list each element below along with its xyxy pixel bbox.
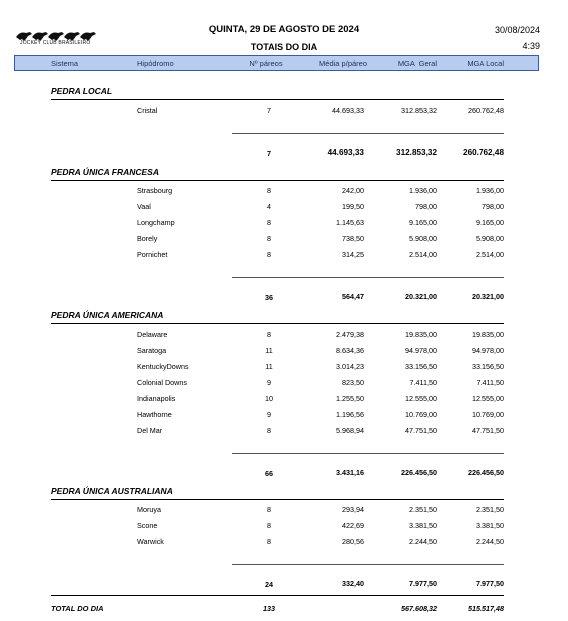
col-mga-geral: MGA Geral <box>397 59 437 68</box>
mga-geral: 94.978,00 <box>405 346 437 355</box>
races-count: 8 <box>267 218 271 227</box>
mga-local: 3.381,50 <box>476 521 504 530</box>
subtotal-mga-geral: 20.321,00 <box>405 292 437 301</box>
col-pareos: Nº páreos <box>249 59 283 68</box>
subtotal-avg: 564,47 <box>342 292 364 301</box>
mga-geral: 2.244,50 <box>409 537 437 546</box>
subtotal-avg: 332,40 <box>342 579 364 588</box>
races-count: 8 <box>267 505 271 514</box>
avg-per-race: 738,50 <box>342 234 364 243</box>
track-name: KentuckyDowns <box>137 362 189 371</box>
section-title: PEDRA ÚNICA FRANCESA <box>51 167 159 177</box>
mga-geral: 2.514,00 <box>409 250 437 259</box>
grand-total-rule <box>51 595 504 596</box>
mga-geral: 19.835,00 <box>405 330 437 339</box>
races-count: 4 <box>267 202 271 211</box>
section-title: PEDRA ÚNICA AUSTRALIANA <box>51 486 173 496</box>
track-name: Pornichet <box>137 250 168 259</box>
races-count: 8 <box>267 250 271 259</box>
subtotal-races: 24 <box>265 580 273 589</box>
avg-per-race: 823,50 <box>342 378 364 387</box>
mga-geral: 12.555,00 <box>405 394 437 403</box>
mga-local: 19.835,00 <box>472 330 504 339</box>
subtotal-races: 7 <box>267 149 271 158</box>
col-media: Média p/páreo <box>319 59 367 68</box>
track-name: Indianapolis <box>137 394 176 403</box>
mga-geral: 7.411,50 <box>409 378 437 387</box>
mga-geral: 3.381,50 <box>409 521 437 530</box>
mga-local: 7.411,50 <box>476 378 504 387</box>
avg-per-race: 2.479,38 <box>336 330 364 339</box>
avg-per-race: 8.634,36 <box>336 346 364 355</box>
track-name: Warwick <box>137 537 164 546</box>
logo-caption: JOCKEY CLUB BRASILEIRO <box>20 40 91 46</box>
avg-per-race: 5.968,94 <box>336 426 364 435</box>
track-name: Cristal <box>137 106 158 115</box>
track-name: Saratoga <box>137 346 167 355</box>
track-name: Borely <box>137 234 158 243</box>
avg-per-race: 1.196,56 <box>336 410 364 419</box>
track-name: Strasbourg <box>137 186 173 195</box>
avg-per-race: 314,25 <box>342 250 364 259</box>
subtotal-mga-local: 226.456,50 <box>468 468 504 477</box>
section-underline <box>51 499 504 500</box>
print-time: 4:39 <box>522 41 540 51</box>
report-title: TOTAIS DO DIA <box>250 42 318 52</box>
races-count: 8 <box>267 521 271 530</box>
subtotal-separator <box>232 277 504 278</box>
mga-local: 2.351,50 <box>476 505 504 514</box>
section-title: PEDRA ÚNICA AMERICANA <box>51 310 164 320</box>
mga-geral: 1.936,00 <box>409 186 437 195</box>
track-name: Hawthorne <box>137 410 172 419</box>
subtotal-mga-geral: 7.977,50 <box>409 579 437 588</box>
mga-geral: 33.156,50 <box>405 362 437 371</box>
avg-per-race: 422,69 <box>342 521 364 530</box>
track-name: Scone <box>137 521 158 530</box>
track-name: Colonial Downs <box>137 378 187 387</box>
races-count: 8 <box>267 234 271 243</box>
avg-per-race: 1.145,63 <box>336 218 364 227</box>
avg-per-race: 1.255,50 <box>336 394 364 403</box>
mga-local: 2.244,50 <box>476 537 504 546</box>
mga-local: 260.762,48 <box>468 106 504 115</box>
avg-per-race: 293,94 <box>342 505 364 514</box>
races-count: 9 <box>267 378 271 387</box>
track-name: Delaware <box>137 330 168 339</box>
races-count: 8 <box>267 537 271 546</box>
report-date-title: QUINTA, 29 DE AGOSTO DE 2024 <box>208 24 360 35</box>
races-count: 11 <box>265 362 273 371</box>
mga-geral: 5.908,00 <box>409 234 437 243</box>
mga-local: 10.769,00 <box>472 410 504 419</box>
subtotal-avg: 3.431,16 <box>336 468 364 477</box>
mga-local: 9.165,00 <box>476 218 504 227</box>
mga-geral: 798,00 <box>415 202 437 211</box>
mga-local: 12.555,00 <box>472 394 504 403</box>
races-count: 7 <box>267 106 271 115</box>
col-mga-local: MGA Local <box>467 59 504 68</box>
mga-local: 94.978,00 <box>472 346 504 355</box>
grand-total-races: 133 <box>263 604 275 613</box>
grand-total-mga-geral: 567.608,32 <box>401 604 437 613</box>
grand-total-mga-local: 515.517,48 <box>468 604 504 613</box>
track-name: Longchamp <box>137 218 175 227</box>
avg-per-race: 3.014,23 <box>336 362 364 371</box>
mga-geral: 9.165,00 <box>409 218 437 227</box>
section-underline <box>51 99 504 100</box>
mga-geral: 10.769,00 <box>405 410 437 419</box>
track-name: Del Mar <box>137 426 163 435</box>
track-name: Vaal <box>137 202 151 211</box>
races-count: 8 <box>267 186 271 195</box>
races-count: 8 <box>267 426 271 435</box>
section-underline <box>51 180 504 181</box>
mga-local: 5.908,00 <box>476 234 504 243</box>
subtotal-separator <box>232 564 504 565</box>
subtotal-separator <box>232 133 504 134</box>
races-count: 8 <box>267 330 271 339</box>
subtotal-separator <box>232 453 504 454</box>
subtotal-avg: 44.693,33 <box>327 148 364 157</box>
mga-geral: 312.853,32 <box>401 106 437 115</box>
avg-per-race: 199,50 <box>342 202 364 211</box>
avg-per-race: 242,00 <box>342 186 364 195</box>
col-sistema: Sistema <box>51 59 79 68</box>
col-hipodromo: Hipódromo <box>137 59 174 68</box>
avg-per-race: 280,56 <box>342 537 364 546</box>
subtotal-mga-geral: 312.853,32 <box>396 148 437 157</box>
track-name: Moruya <box>137 505 161 514</box>
races-count: 10 <box>265 394 273 403</box>
avg-per-race: 44.693,33 <box>332 106 364 115</box>
section-title: PEDRA LOCAL <box>51 86 113 96</box>
subtotal-mga-geral: 226.456,50 <box>401 468 437 477</box>
subtotal-mga-local: 20.321,00 <box>472 292 504 301</box>
subtotal-mga-local: 7.977,50 <box>476 579 504 588</box>
subtotal-races: 66 <box>265 469 273 478</box>
subtotal-mga-local: 260.762,48 <box>463 148 504 157</box>
mga-local: 47.751,50 <box>472 426 504 435</box>
mga-local: 798,00 <box>482 202 504 211</box>
section-underline <box>51 323 504 324</box>
mga-geral: 2.351,50 <box>409 505 437 514</box>
races-count: 11 <box>265 346 273 355</box>
mga-local: 33.156,50 <box>472 362 504 371</box>
races-count: 9 <box>267 410 271 419</box>
subtotal-races: 36 <box>265 293 273 302</box>
print-date: 30/08/2024 <box>494 25 540 35</box>
grand-total-label: TOTAL DO DIA <box>51 604 104 613</box>
mga-local: 2.514,00 <box>476 250 504 259</box>
mga-local: 1.936,00 <box>476 186 504 195</box>
mga-geral: 47.751,50 <box>405 426 437 435</box>
